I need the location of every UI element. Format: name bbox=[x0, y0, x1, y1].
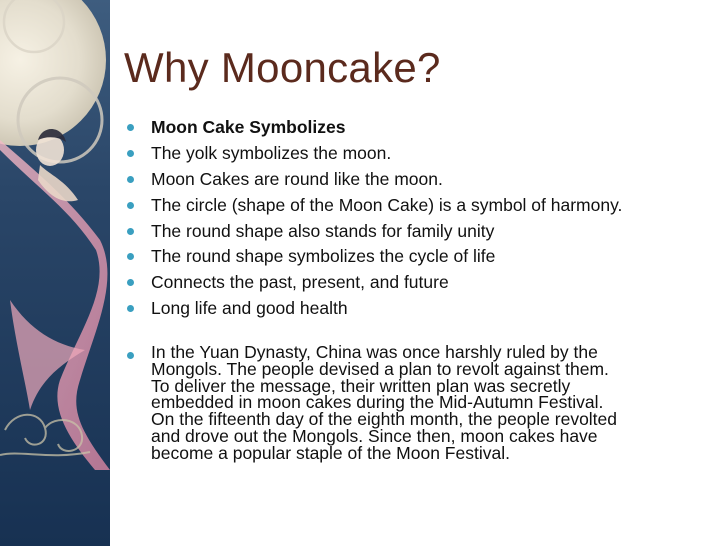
bullet-list bbox=[126, 116, 716, 323]
bullet-text: The circle (shape of the Moon Cake) is a symbol of harmony. bbox=[151, 194, 623, 215]
bullet-dot-icon bbox=[127, 124, 134, 131]
bullet-text: Connects the past, present, and future bbox=[151, 272, 449, 293]
bullet-item bbox=[126, 142, 716, 164]
bullet-dot-icon bbox=[127, 305, 134, 312]
slide-title: Why Mooncake? bbox=[124, 44, 441, 91]
paragraph-line: On the fifteenth day of the eighth month, the people revolted bbox=[151, 409, 618, 430]
decorative-side-panel bbox=[0, 0, 110, 546]
bullet-dot-icon bbox=[127, 352, 134, 359]
bullet-text: Moon Cake Symbolizes bbox=[151, 117, 346, 137]
bullet-dot-icon bbox=[127, 176, 134, 183]
paragraph-line: embedded in moon cakes during the Mid-Autumn Festival. bbox=[151, 392, 604, 413]
paragraph-line: In the Yuan Dynasty, China was once harshly ruled by the bbox=[151, 342, 598, 362]
bullet-text: The round shape symbolizes the cycle of life bbox=[151, 246, 496, 267]
bullet-text: Moon Cakes are round like the moon. bbox=[151, 168, 443, 189]
bullet-item bbox=[126, 220, 716, 242]
bullet-text: Long life and good health bbox=[151, 298, 348, 319]
bullet-text: The yolk symbolizes the moon. bbox=[151, 142, 392, 163]
bullet-item bbox=[126, 245, 716, 267]
paragraph-line: To deliver the message, their written plan was secretly bbox=[151, 375, 571, 396]
bullet-dot-icon bbox=[127, 279, 134, 286]
bullet-item bbox=[126, 168, 716, 190]
history-paragraph bbox=[126, 344, 728, 462]
bullet-dot-icon bbox=[127, 253, 134, 260]
bullet-item bbox=[126, 271, 716, 293]
bullet-item bbox=[126, 194, 716, 216]
paragraph-line: Mongols. The people devised a plan to revolt against them. bbox=[151, 358, 609, 379]
bullet-item bbox=[126, 116, 716, 138]
bullet-text: The round shape also stands for family unity bbox=[151, 220, 495, 241]
bullet-dot-icon bbox=[127, 228, 134, 235]
bullet-item bbox=[126, 297, 716, 319]
bullet-dot-icon bbox=[127, 202, 134, 209]
paragraph-line: and drove out the Mongols. Since then, moon cakes have bbox=[151, 425, 598, 446]
bullet-dot-icon bbox=[127, 150, 134, 157]
paragraph-line: become a popular staple of the Moon Festival. bbox=[151, 442, 510, 463]
